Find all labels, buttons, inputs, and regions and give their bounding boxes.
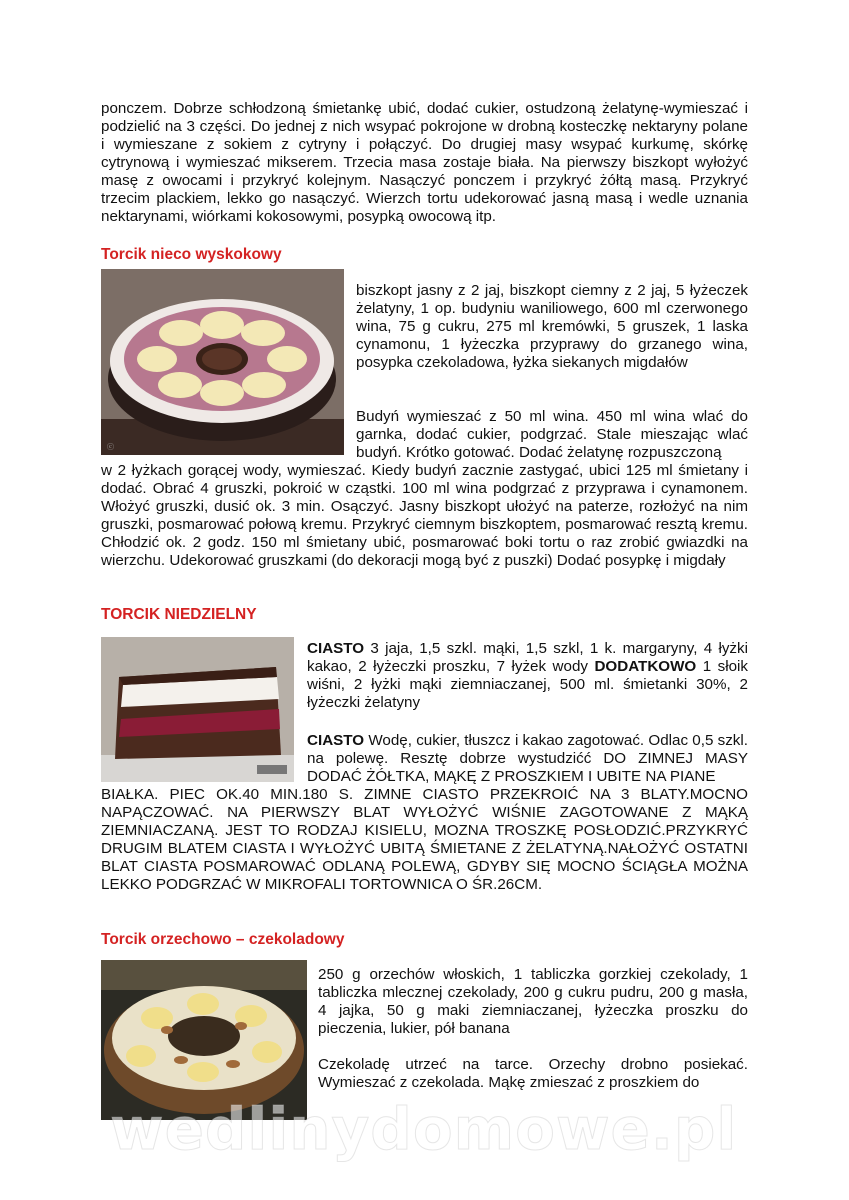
- recipe2-method-label: CIASTO: [307, 732, 365, 749]
- recipe1-title: Torcik nieco wyskokowy: [101, 246, 282, 263]
- recipe1-method-part2: w 2 łyżkach gorącej wody, wymieszać. Kiedy budyń zacznie zastygać, ubici 125 ml śmietany i dodać. Obrać 4 gruszki, pokroić w cząstki. 100 ml wina podgrzać z przyprawa i cynamonem. Włożyć gruszki, dusić ok. 3 min. Osączyć. Jasny biszkopt ułożyć na paterze, rozłożyć na nim gruszki, posmarować połową kremu. Przykryć ciemnym biszkoptem, posmarować resztą kremu. Chłodzić ok. 2 godz. 150 ml śmietany ubić, posmarować boki tortu o raz zrobić gwiazdki na wierzchu. Udekorować gruszkami (do dekoracji mogą być z puszki) Dodać posypkę i migdały: [101, 462, 748, 569]
- recipe2-method-text: Wodę, cukier, tłuszcz i kakao zagotować. Odlac 0,5 szkl. na polewę. Resztę dobrze wystudzićć DO ZIMNEJ MASY DODAĆ ŻÓŁTKA, MĄKĘ Z PROSZKIEM I UBITE NA PIANE: [307, 732, 748, 785]
- intro-paragraph: ponczem. Dobrze schłodzoną śmietankę ubić, dodać cukier, ostudzoną żelatynę-wymieszać i podzielić na 3 części. Do jednej z nich wsypać pokrojone w drobną kosteczkę nektaryny polane i wymieszane z sokiem z cytryny i połączyć. Do drugiej masy wsypać kurkumę, skórkę cytrynową i wymieszać mikserem. Trzecia masa zostaje biała. Na pierwszy biszkopt wyłożyć masę z owocami i przykryć kolejnym. Nasączyć ponczem i przykryć żółtą masą. Przykryć trzecim plackiem, lekko go nasączyć. Wierzch tortu udekorować jasną masą i wedle uznania nektarynami, wiórkami kokosowymi, posypką owocową itp.: [101, 100, 748, 225]
- svg-text:ⓒ: ⓒ: [107, 443, 114, 451]
- recipe2-cake-photo: [101, 637, 294, 782]
- recipe2-ingredients: [307, 640, 748, 712]
- recipe3-title: Torcik orzechowo – czekoladowy: [101, 931, 345, 948]
- site-watermark: wedlinydomowe.pl: [110, 1095, 738, 1163]
- recipe2-title: TORCIK NIEDZIELNY: [101, 606, 257, 623]
- recipe1-method-part1: Budyń wymieszać z 50 ml wina. 450 ml wina wlać do garnka, dodać cukier, podgrzać. Stale mieszając wlać budyń. Krótko gotować. Dodać żelatynę rozpuszczoną: [356, 408, 748, 461]
- recipe2-method-part1: [307, 732, 748, 786]
- recipe3-method: Czekoladę utrzeć na tarce. Orzechy drobno posiekać. Wymieszać z czekolada. Mąkę zmieszać z proszkiem do: [318, 1056, 748, 1091]
- recipe1-cake-photo: [101, 269, 344, 455]
- recipe2-ciasto-label: CIASTO: [307, 640, 365, 657]
- recipe1-ingredients: biszkopt jasny z 2 jaj, biszkopt ciemny z 2 jaj, 5 łyżeczek żelatyny, 1 op. budyniu waniliowego, 600 ml czerwonego wina, 75 g cukru, 275 ml kremówki, 5 gruszek, 1 laska cynamonu, 1 łyżeczka przyprawy do grzanego wina, posypka czekoladowa, łyżka siekanych migdałów: [356, 282, 748, 371]
- recipe2-ciasto-text: 3 jaja, 1,5 szkl. mąki, 1,5 szkl, 1 k. margaryny, 4 łyżki kakao, 2 łyżeczki proszku, 7 łyżek wody: [307, 640, 748, 675]
- recipe2-method-part2: BIAŁKA. PIEC OK.40 MIN.180 S. ZIMNE CIASTO PRZEKROIĆ NA 3 BLATY.MOCNO NAPĄCZOWAĆ. NA PIERWSZY BLAT WYŁOŻYĆ WIŚNIE ZAGOTOWANE Z MĄKĄ ZIEMNIACZANĄ. JEST TO RODZAJ KISIELU, MOZNA TROSZKĘ POSŁODZIĆ.PRZYKRYĆ DRUGIM BLATEM CIASTA I WYŁOŻYĆ UBITĄ ŚMIETANE Z ŻELATYNĄ.NAŁOŻYĆ OSTATNI BLAT CIASTA POSMAROWAĆ ODLANĄ POLEWĄ, GDYBY SIĘ MOCNO ŚCIĄGŁA MOŻNA LEKKO PODGRZAĆ W MIKROFALI TORTOWNICA O ŚR.26CM.: [101, 786, 748, 893]
- recipe2-dodatkowo-label: DODATKOWO: [594, 658, 697, 675]
- recipe3-ingredients: 250 g orzechów włoskich, 1 tabliczka gorzkiej czekolady, 1 tabliczka mlecznej czekolady, 200 g cukru pudru, 200 g masła, 4 jajka, 50 g maki ziemniaczanej, łyżeczka proszku do pieczenia, lukier, pół banana: [318, 966, 748, 1037]
- recipe2-dodatkowo-text: 1 słoik wiśni, 2 łyżki mąki ziemniaczanej, 500 ml. śmietanki 30%, 2 łyżeczki żelatyny: [307, 658, 748, 711]
